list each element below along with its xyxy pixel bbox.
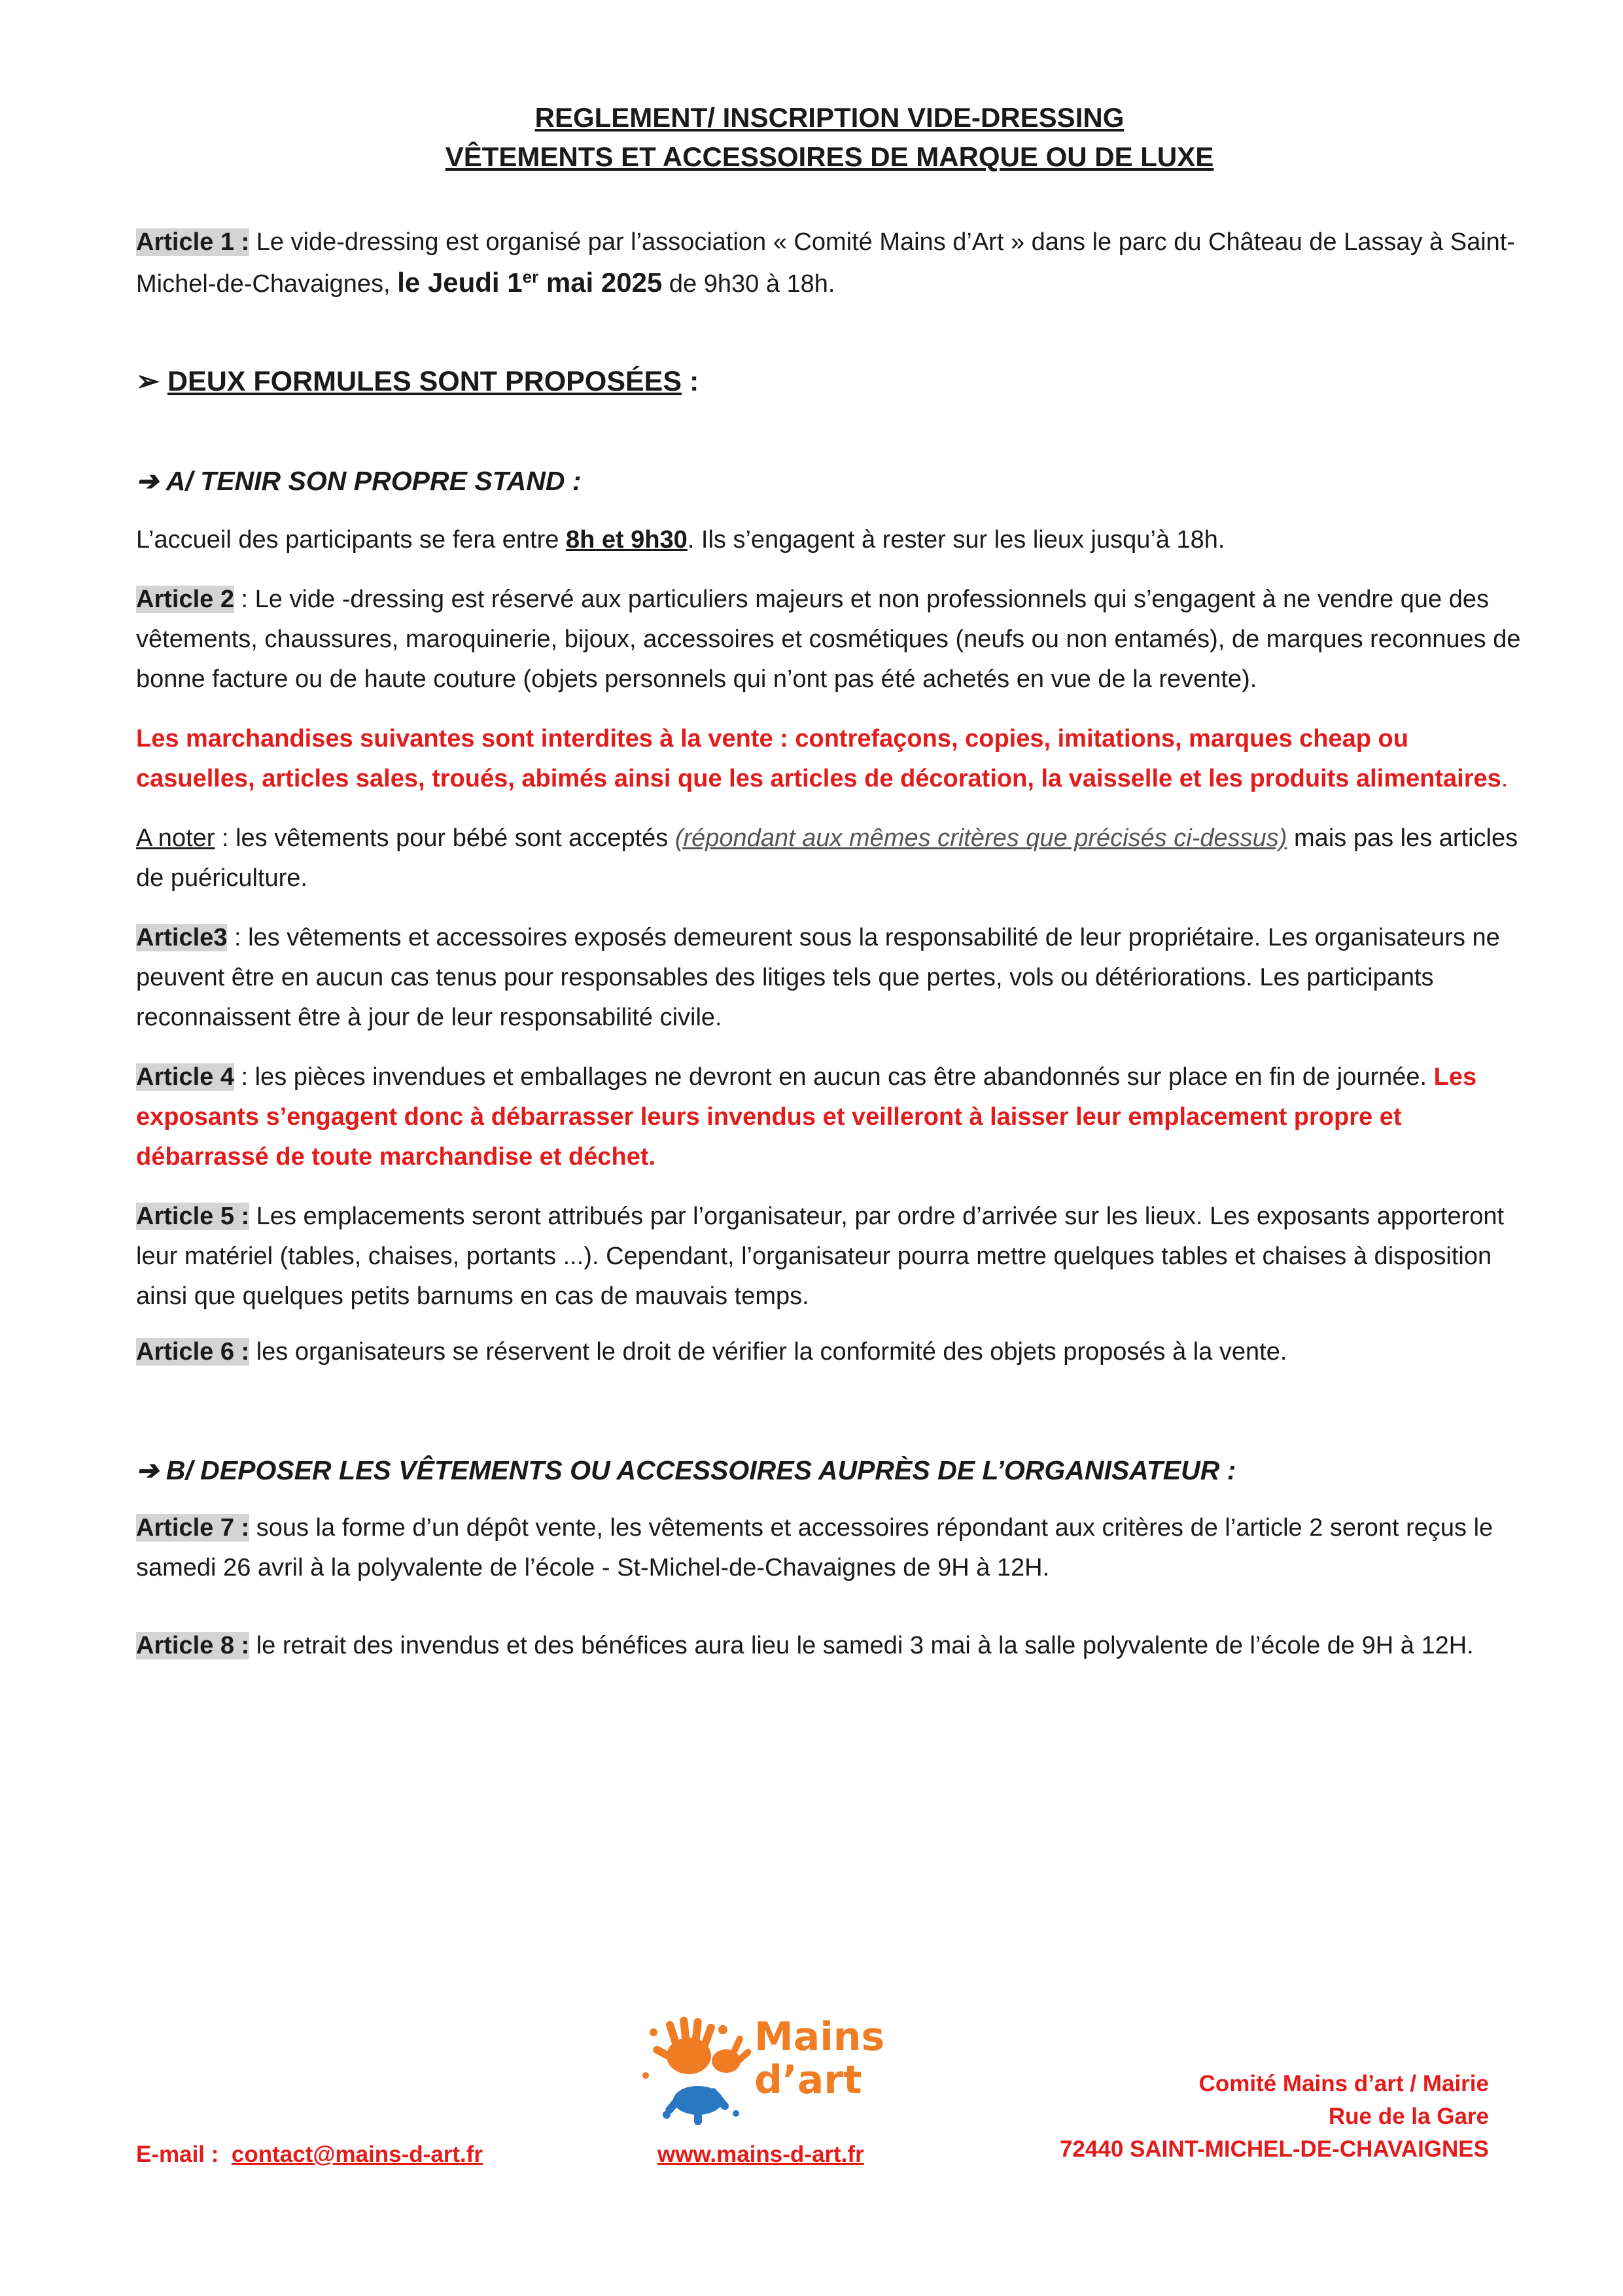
article-5-text: Les emplacements seront attribués par l’organisateur, par ordre d’arrivée sur les lieux. Les exposants apporteront leur matériel (tables, chaises, portants ...). Cependant, l’organisateur pourra mettre quelques tables et chaises à disposition ainsi que quelques petits barnums en cas de mauvais temps.	[136, 1203, 1505, 1310]
formules-heading-suffix: :	[682, 366, 699, 397]
article-4	[136, 1057, 1523, 1177]
article-5	[136, 1197, 1523, 1316]
article-8	[136, 1626, 1523, 1666]
a-noter-italic: (répondant aux mêmes critères que précisés ci-dessus)	[674, 824, 1287, 852]
article-7-label: Article 7 :	[136, 1514, 250, 1542]
article-4-warning: Les exposants s’engagent donc à débarrasser leurs invendus et veilleront à laisser leur emplacement propre et débarrassé de toute marchandise et déchet.	[136, 1063, 1477, 1171]
section-a-heading	[136, 461, 1523, 501]
interdit-text: Les marchandises suivantes sont interdites à la vente : contrefaçons, copies, imitations, marques cheap ou casuelles, articles sales, troués, abimés ainsi que les articles de décoration, la vaisselle et les produits alimentaires	[136, 725, 1501, 792]
arrow-right-icon: ➔	[136, 466, 159, 496]
article-2-text: : Le vide -dressing est réservé aux particuliers majeurs et non professionnels qui s’engagent à ne vendre que des vêtements, chaussures, maroquinerie, bijoux, accessoires et cosmétiques (neufs ou non entamés), de marques reconnues de bonne facture ou de haute couture (objets personnels qui n’ont pas été achetés en vue de la revente).	[136, 586, 1521, 693]
article-8-label: Article 8 :	[136, 1632, 250, 1659]
article-2-label: Article 2	[136, 586, 234, 613]
article-1-hours: de 9h30 à 18h.	[662, 270, 835, 298]
document-title-line2: VÊTEMENTS ET ACCESSOIRES DE MARQUE OU DE LUXE	[445, 141, 1214, 172]
article-4-label: Article 4	[136, 1063, 234, 1091]
article-1-label: Article 1 :	[136, 228, 250, 256]
article-3-text: : les vêtements et accessoires exposés demeurent sous la responsabilité de leur propriétaire. Les organisateurs ne peuvent être en aucun cas tenus pour responsables des litiges tels que pertes, vols ou détériorations. Les participants reconnaissent être à jour de leur responsabilité civile.	[136, 924, 1500, 1031]
logo-text-line2: d’art	[754, 2057, 862, 2103]
arrow-right-icon: ➔	[136, 1455, 159, 1485]
document-title-line1: REGLEMENT/ INSCRIPTION VIDE-DRESSING	[534, 102, 1125, 133]
section-b-heading	[136, 1451, 1523, 1490]
article-7-text: sous la forme d’un dépôt vente, les vêtements et accessoires répondant aux critères de l’article 2 seront reçus le samedi 26 avril à la polyvalente de l’école - St-Michel-de-Chavaignes de 9H à 12H.	[136, 1514, 1493, 1581]
article-3	[136, 918, 1523, 1038]
formules-heading	[136, 362, 1523, 401]
event-date-month: mai 2025	[538, 267, 663, 298]
website-link[interactable]: www.mains-d-art.fr	[657, 2142, 864, 2167]
mains-dart-logo	[638, 2015, 899, 2127]
section-b-title: B/ DEPOSER LES VÊTEMENTS OU ACCESSOIRES AUPRÈS DE L’ORGANISATEUR :	[166, 1455, 1236, 1485]
accueil-text-end: . Ils s’engagent à rester sur les lieux jusqu’à 18h.	[687, 526, 1225, 554]
accueil-paragraph	[136, 520, 1523, 560]
address-block	[1060, 2068, 1489, 2166]
a-noter-text: : les vêtements pour bébé sont acceptés	[215, 824, 675, 852]
article-8-text: le retrait des invendus et des bénéfices aura lieu le samedi 3 mai à la salle polyvalente de l’école de 9H à 12H.	[249, 1632, 1474, 1659]
section-a-title: A/ TENIR SON PROPRE STAND :	[166, 466, 582, 496]
hands-splash-icon	[638, 2015, 762, 2127]
email-block	[136, 2138, 483, 2171]
article-6	[136, 1332, 1523, 1372]
article-3-label: Article3	[136, 924, 228, 951]
a-noter-paragraph	[136, 819, 1523, 898]
address-line1: Comité Mains d’art / Mairie	[1198, 2071, 1489, 2096]
logo-text	[754, 2015, 884, 2102]
accueil-time: 8h et 9h30	[565, 526, 688, 554]
article-5-label: Article 5 :	[136, 1203, 250, 1230]
website-block	[657, 2138, 864, 2171]
article-1-text: Le vide-dressing est organisé par l’association « Comité Mains d’Art » dans le parc du Château de Lassay à Saint-Michel-de-Chavaignes,	[136, 228, 1515, 298]
address-line2: Rue de la Gare	[1328, 2104, 1489, 2129]
accueil-text: L’accueil des participants se fera entre	[136, 526, 566, 554]
email-label: E-mail :	[136, 2142, 219, 2167]
article-1	[136, 222, 1523, 304]
document-page	[136, 98, 1523, 1666]
article-4-text: : les pièces invendues et emballages ne devront en aucun cas être abandonnés sur place en fin de journée.	[234, 1063, 1434, 1091]
article-7	[136, 1508, 1523, 1588]
footer	[0, 2015, 1623, 2212]
event-date-sup: er	[522, 267, 539, 287]
article-2	[136, 580, 1523, 699]
article-6-text: les organisateurs se réservent le droit de vérifier la conformité des objets proposés à la vente.	[249, 1338, 1287, 1366]
formules-heading-text: DEUX FORMULES SONT PROPOSÉES	[167, 366, 682, 397]
a-noter-text-end: mais pas les articles de puériculture.	[136, 824, 1518, 892]
arrowhead-icon: ➢	[136, 366, 160, 397]
logo-text-line1: Mains	[754, 2014, 885, 2060]
interdit-dot: .	[1501, 765, 1509, 792]
interdit-paragraph	[136, 719, 1523, 799]
event-date	[397, 267, 662, 298]
address-line3: 72440 SAINT-MICHEL-DE-CHAVAIGNES	[1059, 2136, 1489, 2162]
event-date-day: le Jeudi 1	[397, 267, 523, 298]
email-link[interactable]: contact@mains-d-art.fr	[231, 2142, 483, 2167]
article-6-label: Article 6 :	[136, 1338, 250, 1366]
a-noter-label: A noter	[136, 824, 215, 852]
